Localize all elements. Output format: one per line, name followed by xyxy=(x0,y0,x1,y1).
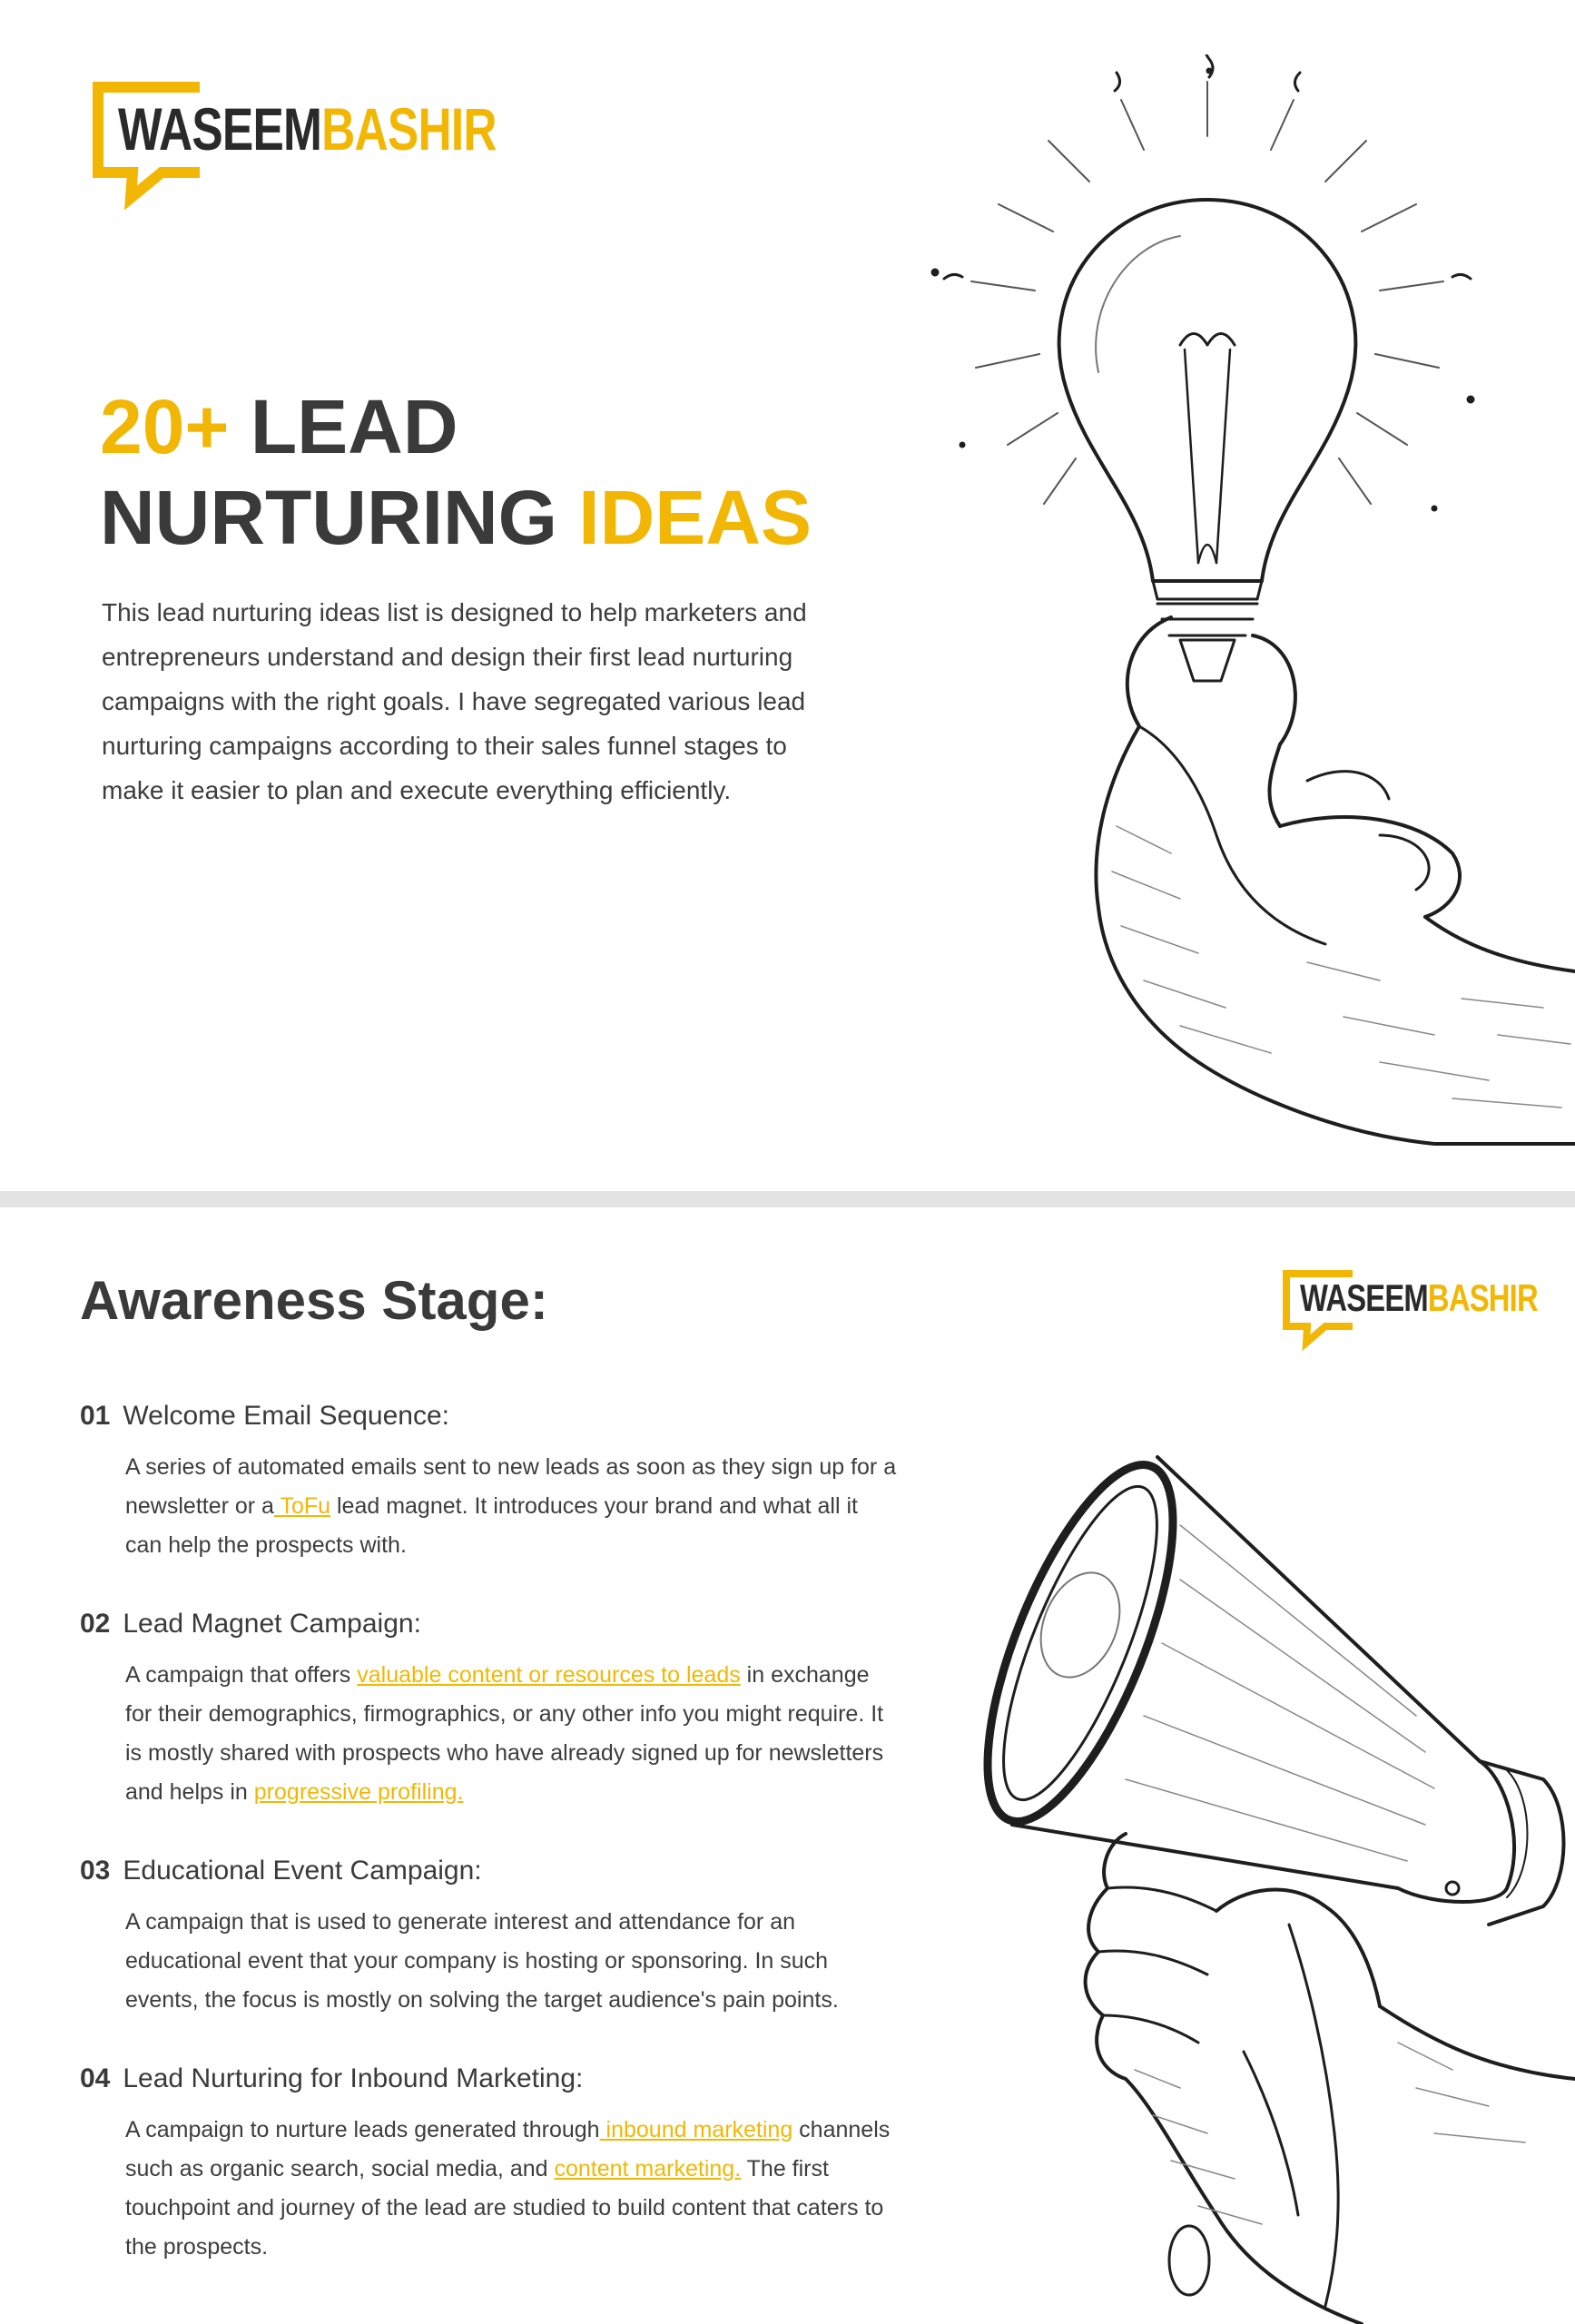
idea-item xyxy=(80,1601,897,1812)
idea-description: A series of automated emails sent to new leads as soon as they sign up for a newsletter or a ToFu lead magnet. It introduces your brand and what all it can help the prospects with. xyxy=(125,1454,897,1558)
tofu-link[interactable]: ToFu xyxy=(273,1493,331,1519)
progressive-profiling-link[interactable]: progressive profiling. xyxy=(253,1779,464,1805)
page-title: 20+ LEAD NURTURING IDEAS xyxy=(100,384,812,560)
idea-item xyxy=(80,2056,897,2267)
content-marketing-link[interactable]: content marketing. xyxy=(554,2156,742,2181)
idea-description: A campaign that offers valuable content or resources to leads in exchange for their demographics, firmographics, or any other info you might require. It is mostly shared with prospects who have already signed up for newsletters and helps in progressive profiling. xyxy=(125,1662,884,1805)
stage-heading: Awareness Stage: xyxy=(80,1270,548,1331)
idea-title: Educational Event Campaign: xyxy=(123,1856,482,1886)
idea-item xyxy=(80,1848,897,2020)
idea-heading xyxy=(80,1601,897,1647)
idea-number: 03 xyxy=(80,1856,111,1886)
valuable-content-link[interactable]: valuable content or resources to leads xyxy=(357,1662,741,1688)
intro-paragraph: This lead nurturing ideas list is designed to help marketers and entrepreneurs understand and design their first lead nurturing campaigns with the right goals. I have segregated various lead nurturing campaigns according to their sales funnel stages to make it easier to plan and execute everything efficiently. xyxy=(102,598,807,804)
brand-logo-small[interactable] xyxy=(1282,1265,1538,1346)
idea-title: Lead Magnet Campaign: xyxy=(123,1609,421,1639)
inbound-marketing-link[interactable]: inbound marketing xyxy=(599,2117,793,2142)
idea-description: A campaign to nurture leads generated through inbound marketing channels such as organic search, social media, and content marketing. The first touchpoint and journey of the lead are studied to build content that caters to the prospects. xyxy=(125,2117,891,2260)
idea-list xyxy=(80,1393,897,2303)
idea-title: Welcome Email Sequence: xyxy=(123,1401,449,1431)
idea-number: 04 xyxy=(80,2063,111,2093)
brand-name: WASEEMBASHIR xyxy=(118,95,497,162)
idea-number: 01 xyxy=(80,1401,111,1431)
megaphone-hand-illustration xyxy=(944,1416,1575,2324)
idea-item xyxy=(80,1393,897,1565)
idea-heading xyxy=(80,1848,897,1894)
idea-description: A campaign that is used to generate interest and attendance for an educational event that your company is hosting or sponsoring. In such events, the focus is mostly on solving the target audience's pain points. xyxy=(125,1909,839,2013)
lightbulb-hand-illustration xyxy=(871,54,1575,1191)
brand-logo[interactable] xyxy=(91,73,497,200)
idea-heading xyxy=(80,2056,897,2102)
idea-heading xyxy=(80,1393,897,1439)
idea-title: Lead Nurturing for Inbound Marketing: xyxy=(123,2063,584,2093)
brand-name: WASEEMBASHIR xyxy=(1300,1276,1538,1319)
idea-number: 02 xyxy=(80,1609,111,1639)
